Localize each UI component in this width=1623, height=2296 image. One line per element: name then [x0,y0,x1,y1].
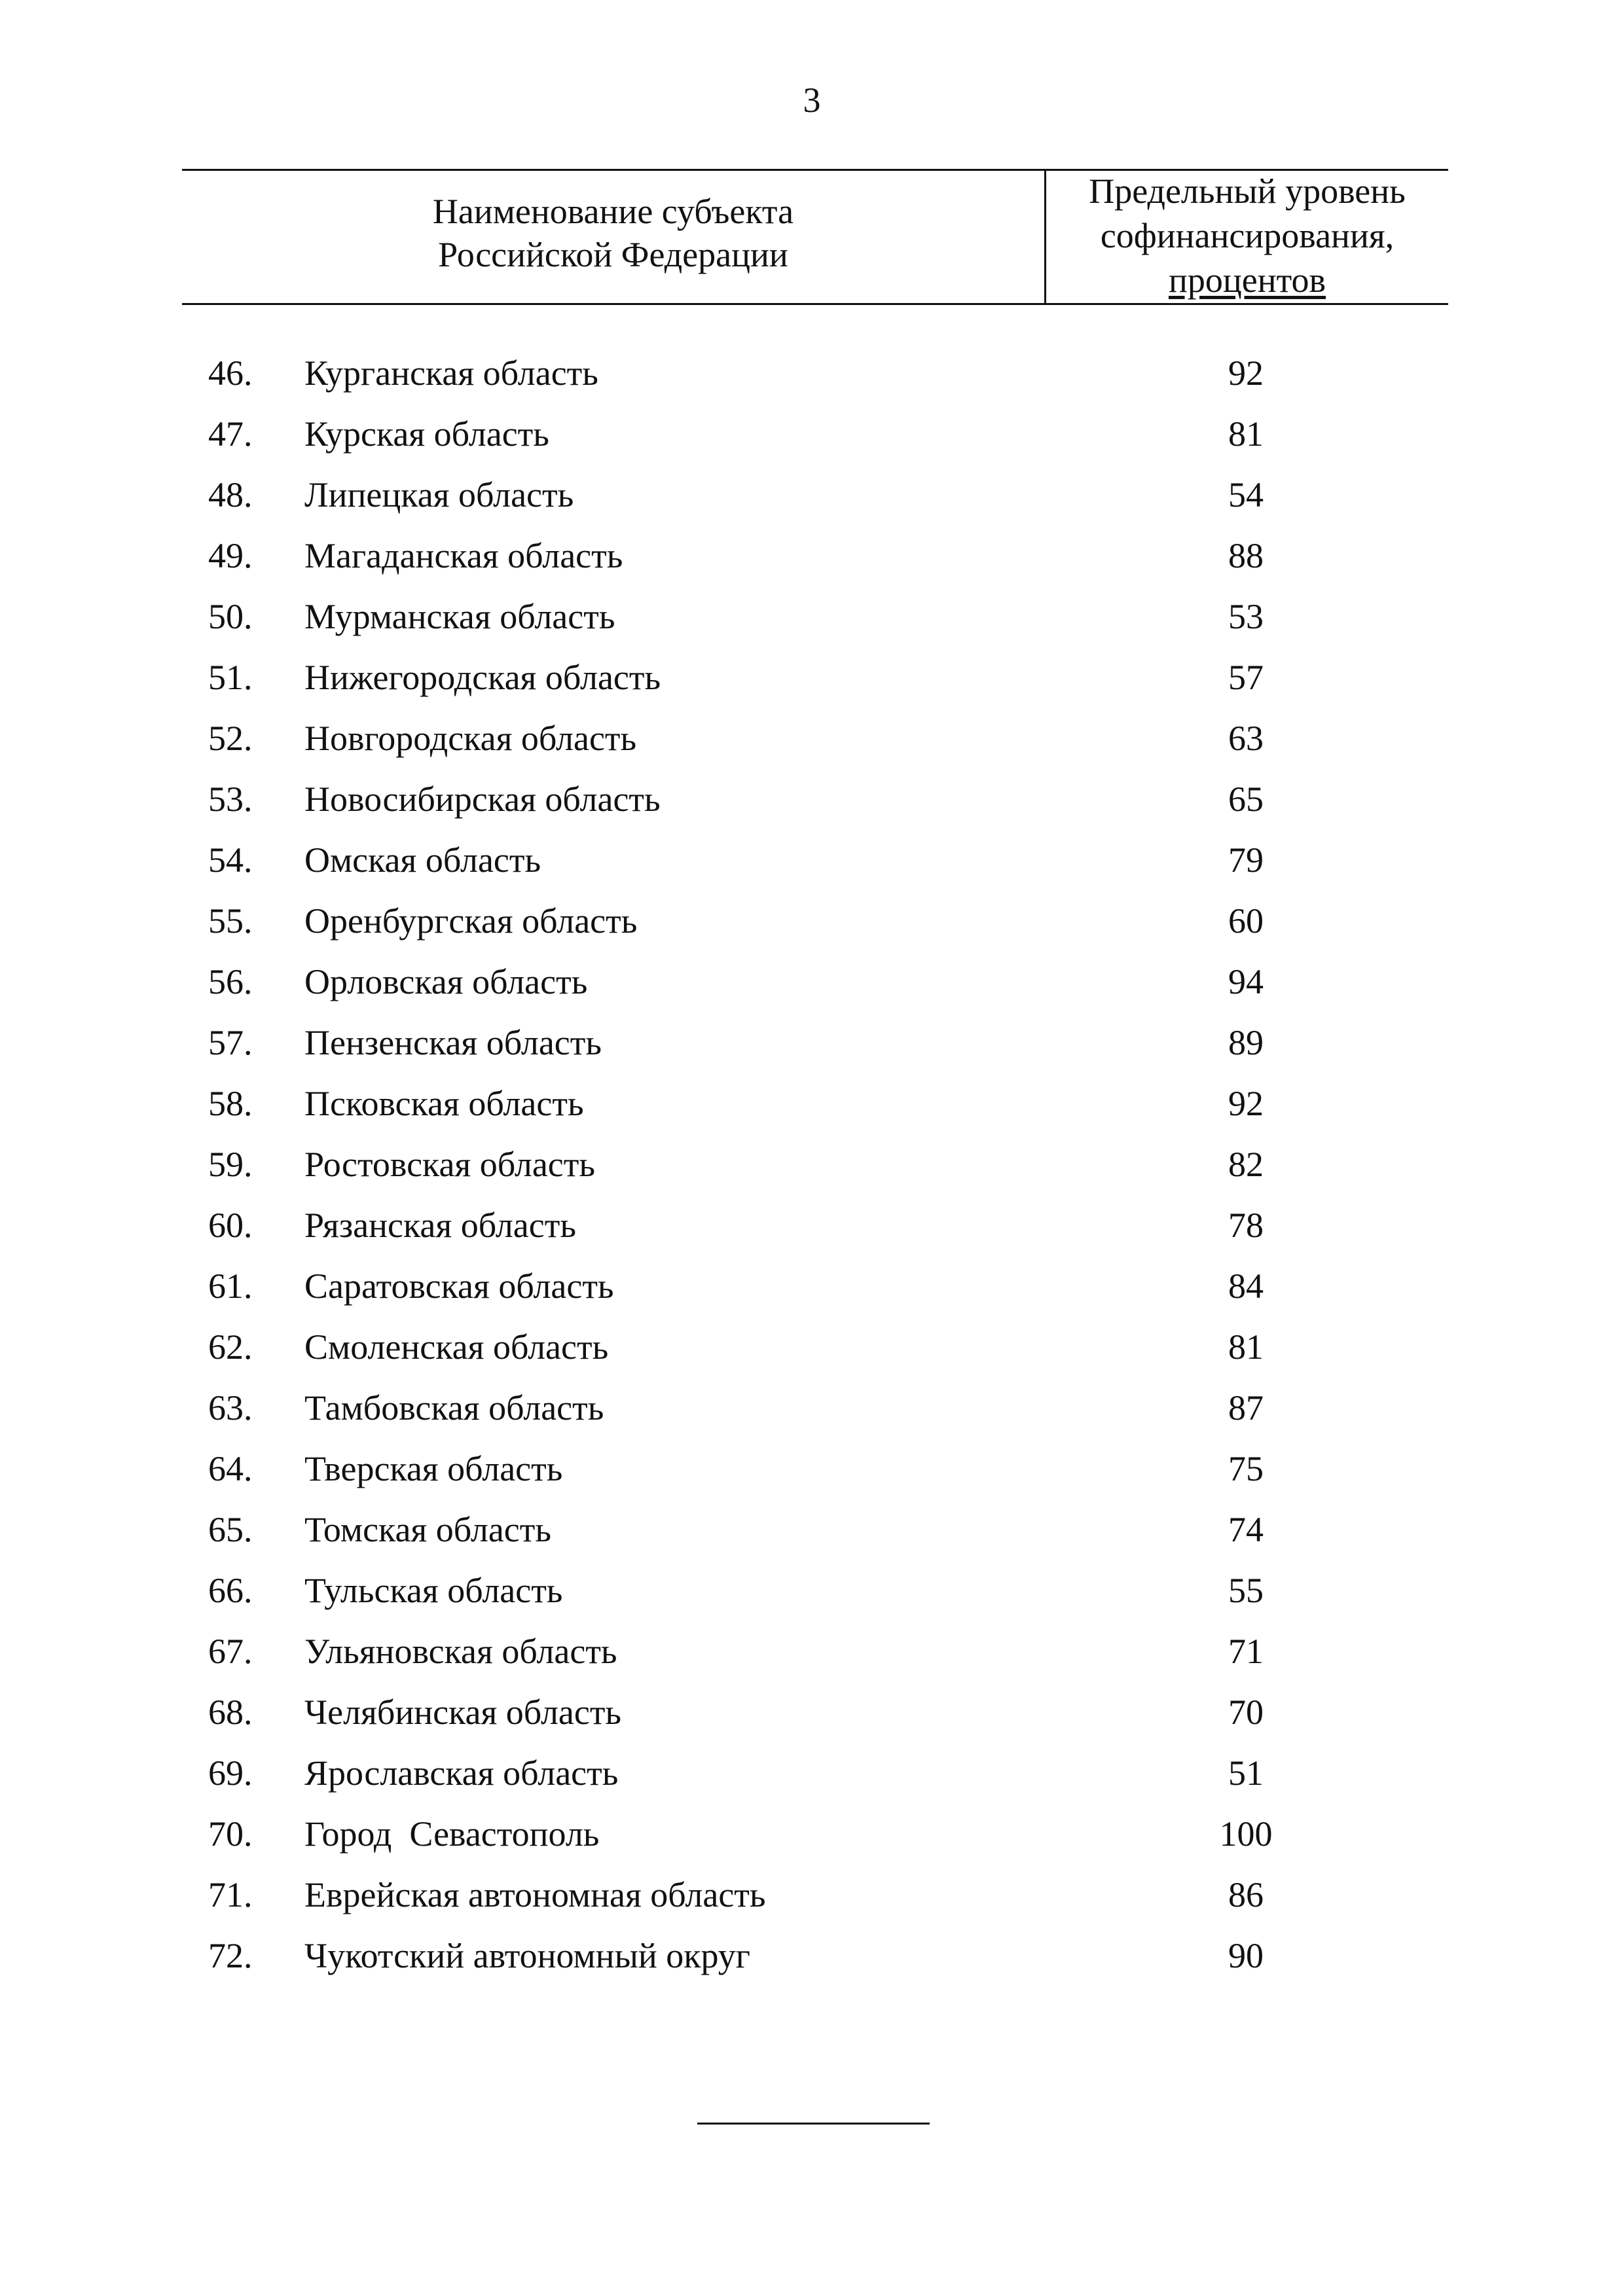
subject-name: Саратовская область [304,1266,614,1306]
table-row [0,1134,1623,1195]
table-body [0,343,1623,1986]
row-number: 60. [208,1206,253,1245]
cofinancing-percent: 86 [1228,1875,1264,1914]
cofinancing-percent: 82 [1228,1145,1264,1184]
subject-name: Пензенская область [304,1023,602,1062]
cofinancing-percent: 71 [1228,1632,1264,1671]
cofinancing-percent: 65 [1228,780,1264,819]
row-number: 67. [208,1632,253,1671]
row-number: 58. [208,1084,253,1123]
table-row [0,1743,1623,1804]
page-number: 3 [803,81,821,120]
subject-name: Ульяновская область [304,1632,617,1671]
table-row [0,1378,1623,1439]
table-row [0,526,1623,586]
row-number: 69. [208,1753,253,1793]
cofinancing-percent: 51 [1228,1753,1264,1793]
subject-name: Мурманская область [304,597,615,636]
row-number: 64. [208,1449,253,1488]
table-row [0,1317,1623,1378]
subject-name: Новосибирская область [304,780,661,819]
table-row [0,1682,1623,1743]
subject-name: Рязанская область [304,1206,576,1245]
subject-name: Нижегородская область [304,658,661,697]
subject-name: Еврейская автономная область [304,1875,766,1914]
table-row [0,1256,1623,1317]
subject-name: Город Севастополь [304,1814,600,1854]
row-number: 62. [208,1327,253,1367]
cofinancing-percent: 55 [1228,1571,1264,1610]
cofinancing-percent: 63 [1228,719,1264,758]
cofinancing-percent: 81 [1228,1327,1264,1367]
header-name-line: Наименование субъекта [432,192,794,231]
cofinancing-percent: 89 [1228,1023,1264,1062]
row-number: 66. [208,1571,253,1610]
cofinancing-percent: 90 [1228,1936,1264,1975]
table-row [0,1499,1623,1560]
cofinancing-percent: 74 [1228,1510,1264,1549]
row-number: 50. [208,597,253,636]
table-row [0,891,1623,952]
table-row [0,1013,1623,1073]
column-header-cofinancing-level [1046,169,1448,302]
cofinancing-percent: 70 [1228,1693,1264,1732]
cofinancing-percent: 79 [1228,840,1264,880]
table-row [0,1926,1623,1986]
subject-name: Челябинская область [304,1693,622,1732]
table-row [0,1621,1623,1682]
table-row [0,1195,1623,1256]
subject-name: Курганская область [304,353,598,393]
table-row [0,830,1623,891]
table-row [0,1560,1623,1621]
row-number: 51. [208,658,253,697]
table-row [0,1439,1623,1499]
row-number: 63. [208,1388,253,1427]
row-number: 46. [208,353,253,393]
cofinancing-percent: 78 [1228,1206,1264,1245]
cofinancing-percent: 57 [1228,658,1264,697]
subject-name: Тульская область [304,1571,563,1610]
header-name-line: Российской Федерации [438,235,788,274]
row-number: 70. [208,1814,253,1854]
end-of-document-rule [697,2123,930,2125]
row-number: 59. [208,1145,253,1184]
subject-name: Ростовская область [304,1145,595,1184]
cofinancing-percent: 92 [1228,1084,1264,1123]
cofinancing-percent: 88 [1228,536,1264,575]
subject-name: Смоленская область [304,1327,609,1367]
row-number: 47. [208,414,253,454]
subject-name: Новгородская область [304,719,637,758]
cofinancing-percent: 54 [1228,475,1264,514]
table-row [0,769,1623,830]
subject-name: Курская область [304,414,549,454]
cofinancing-percent: 60 [1228,901,1264,941]
row-number: 71. [208,1875,253,1914]
table-row [0,952,1623,1013]
row-number: 49. [208,536,253,575]
cofinancing-percent: 92 [1228,353,1264,393]
column-header-subject-name [182,190,1044,276]
row-number: 52. [208,719,253,758]
cofinancing-percent: 53 [1228,597,1264,636]
subject-name: Тамбовская область [304,1388,604,1427]
cofinancing-percent: 75 [1228,1449,1264,1488]
row-number: 54. [208,840,253,880]
cofinancing-percent: 81 [1228,414,1264,454]
table-row [0,404,1623,465]
table-row [0,465,1623,526]
table-row [0,1804,1623,1865]
table-row [0,647,1623,708]
subject-name: Ярославская область [304,1753,619,1793]
cofinancing-percent: 87 [1228,1388,1264,1427]
header-value-line: процентов [1168,260,1326,300]
subject-name: Томская область [304,1510,551,1549]
table-row [0,708,1623,769]
header-value-line: Предельный уровень [1089,171,1406,211]
subject-name: Псковская область [304,1084,584,1123]
row-number: 72. [208,1936,253,1975]
subject-name: Тверская область [304,1449,563,1488]
row-number: 48. [208,475,253,514]
table-row [0,586,1623,647]
table-row [0,1073,1623,1134]
table-row [0,1865,1623,1926]
row-number: 53. [208,780,253,819]
header-bottom-rule [182,303,1448,305]
row-number: 56. [208,962,253,1001]
subject-name: Липецкая область [304,475,574,514]
cofinancing-percent: 84 [1228,1266,1264,1306]
cofinancing-percent: 94 [1228,962,1264,1001]
subject-name: Чукотский автономный округ [304,1936,750,1975]
subject-name: Магаданская область [304,536,623,575]
subject-name: Омская область [304,840,541,880]
cofinancing-percent: 100 [1219,1814,1273,1854]
table-row [0,343,1623,404]
row-number: 55. [208,901,253,941]
header-value-line: софинансирования, [1100,216,1395,255]
row-number: 68. [208,1693,253,1732]
row-number: 61. [208,1266,253,1306]
subject-name: Орловская область [304,962,588,1001]
row-number: 57. [208,1023,253,1062]
row-number: 65. [208,1510,253,1549]
subject-name: Оренбургская область [304,901,638,941]
